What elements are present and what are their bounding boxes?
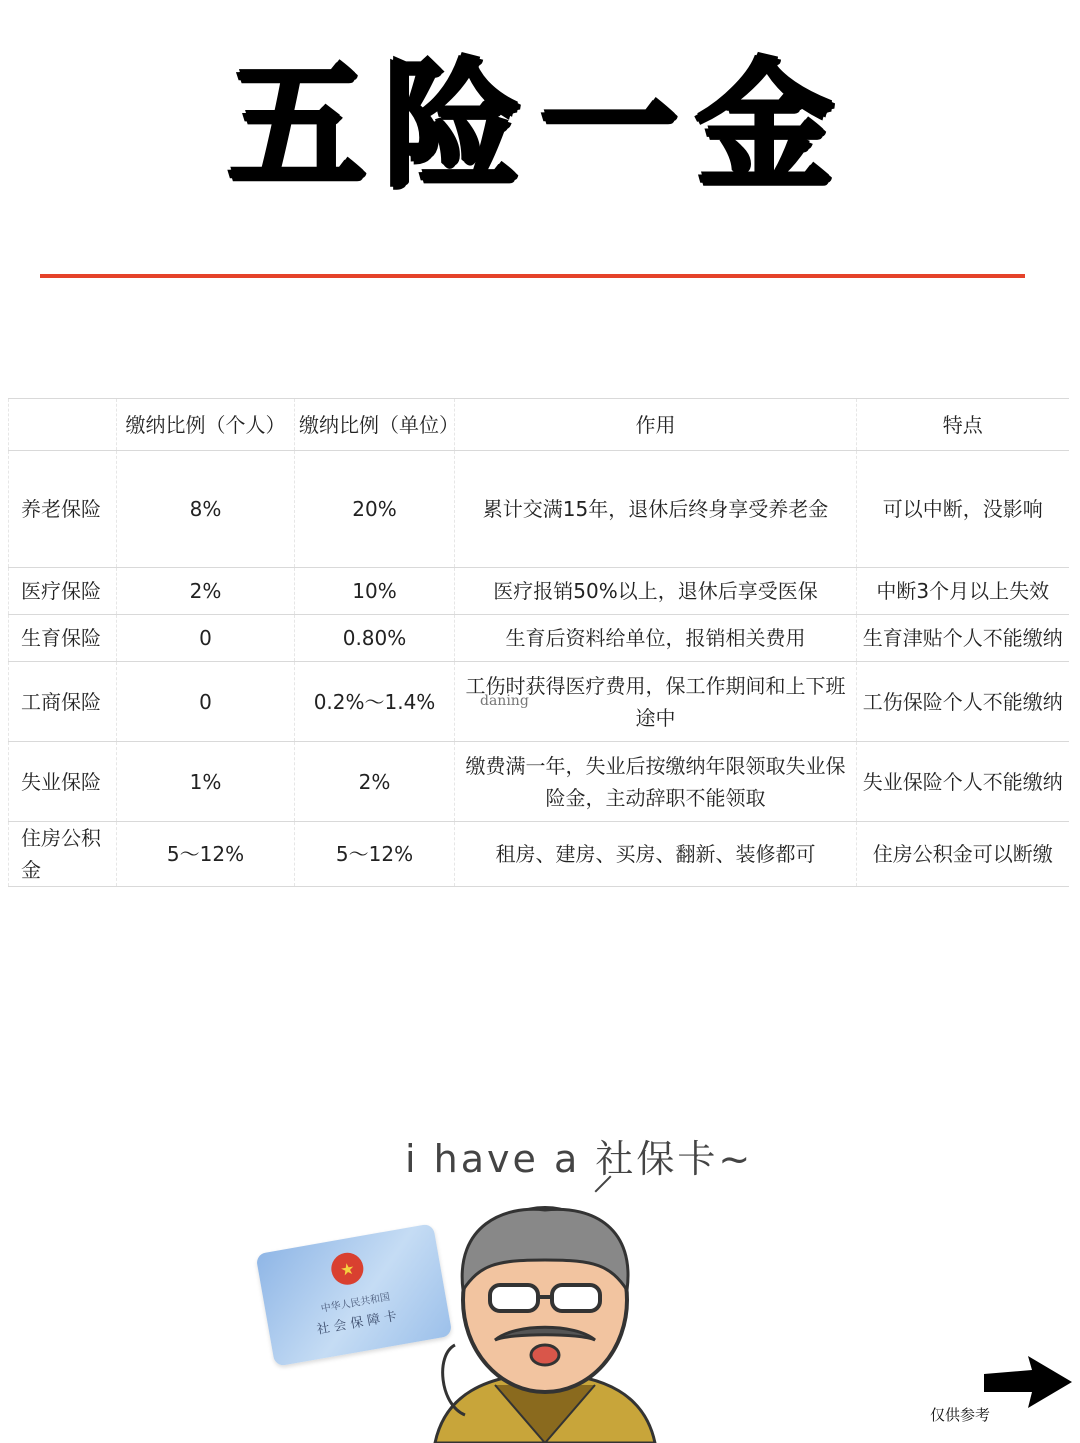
insurance-name: 工商保险 — [9, 662, 117, 742]
header-cell: 缴纳比例（单位） — [295, 399, 455, 451]
employer-rate: 10% — [295, 568, 455, 615]
cartoon-character — [395, 1205, 695, 1443]
feature: 中断3个月以上失效 — [857, 568, 1069, 615]
table-row — [9, 615, 1069, 662]
watermark: daning — [480, 693, 529, 709]
insurance-table — [8, 398, 1069, 887]
header-cell — [9, 399, 117, 451]
purpose: 缴费满一年，失业后按缴纳年限领取失业保险金，主动辞职不能领取 — [455, 742, 857, 822]
card-country: 中华人民共和国 — [320, 1291, 391, 1315]
personal-rate: 0 — [117, 662, 295, 742]
table-row — [9, 451, 1069, 568]
insurance-name: 生育保险 — [9, 615, 117, 662]
purpose: 医疗报销50%以上，退休后享受医保 — [455, 568, 857, 615]
table-row — [9, 568, 1069, 615]
table-row — [9, 662, 1069, 742]
table-row — [9, 742, 1069, 822]
purpose: 租房、建房、买房、翻新、装修都可 — [455, 822, 857, 887]
purpose: 工伤时获得医疗费用，保工作期间和上下班途中 — [455, 662, 857, 742]
personal-rate: 1% — [117, 742, 295, 822]
footnote: 仅供参考 — [930, 1406, 991, 1424]
header-cell: 缴纳比例（个人） — [117, 399, 295, 451]
employer-rate: 0.80% — [295, 615, 455, 662]
personal-rate: 2% — [117, 568, 295, 615]
feature: 可以中断，没影响 — [857, 451, 1069, 568]
employer-rate: 20% — [295, 451, 455, 568]
employer-rate: 0.2%～1.4% — [295, 662, 455, 742]
insurance-name: 失业保险 — [9, 742, 117, 822]
page-title: 五险一金 — [227, 46, 852, 207]
insurance-name: 住房公积金 — [9, 822, 117, 887]
employer-rate: 5～12% — [295, 822, 455, 887]
insurance-name: 医疗保险 — [9, 568, 117, 615]
card-title: 社会保障卡 — [315, 1308, 403, 1338]
feature: 住房公积金可以断缴 — [857, 822, 1069, 887]
employer-rate: 2% — [295, 742, 455, 822]
table-row — [9, 822, 1069, 887]
header-cell: 特点 — [857, 399, 1069, 451]
personal-rate: 8% — [117, 451, 295, 568]
purpose: 生育后资料给单位，报销相关费用 — [455, 615, 857, 662]
personal-rate: 0 — [117, 615, 295, 662]
feature: 失业保险个人不能缴纳 — [857, 742, 1069, 822]
personal-rate: 5～12% — [117, 822, 295, 887]
insurance-name: 养老保险 — [9, 451, 117, 568]
table-header-row — [9, 399, 1069, 451]
purpose: 累计交满15年，退休后终身享受养老金 — [455, 451, 857, 568]
title-divider — [40, 274, 1025, 278]
header-cell: 作用 — [455, 399, 857, 451]
caption: i have a 社保卡~ — [405, 1137, 754, 1181]
arrow-right-icon — [984, 1356, 1072, 1408]
national-emblem-icon: ★ — [329, 1250, 366, 1287]
feature: 生育津贴个人不能缴纳 — [857, 615, 1069, 662]
feature: 工伤保险个人不能缴纳 — [857, 662, 1069, 742]
